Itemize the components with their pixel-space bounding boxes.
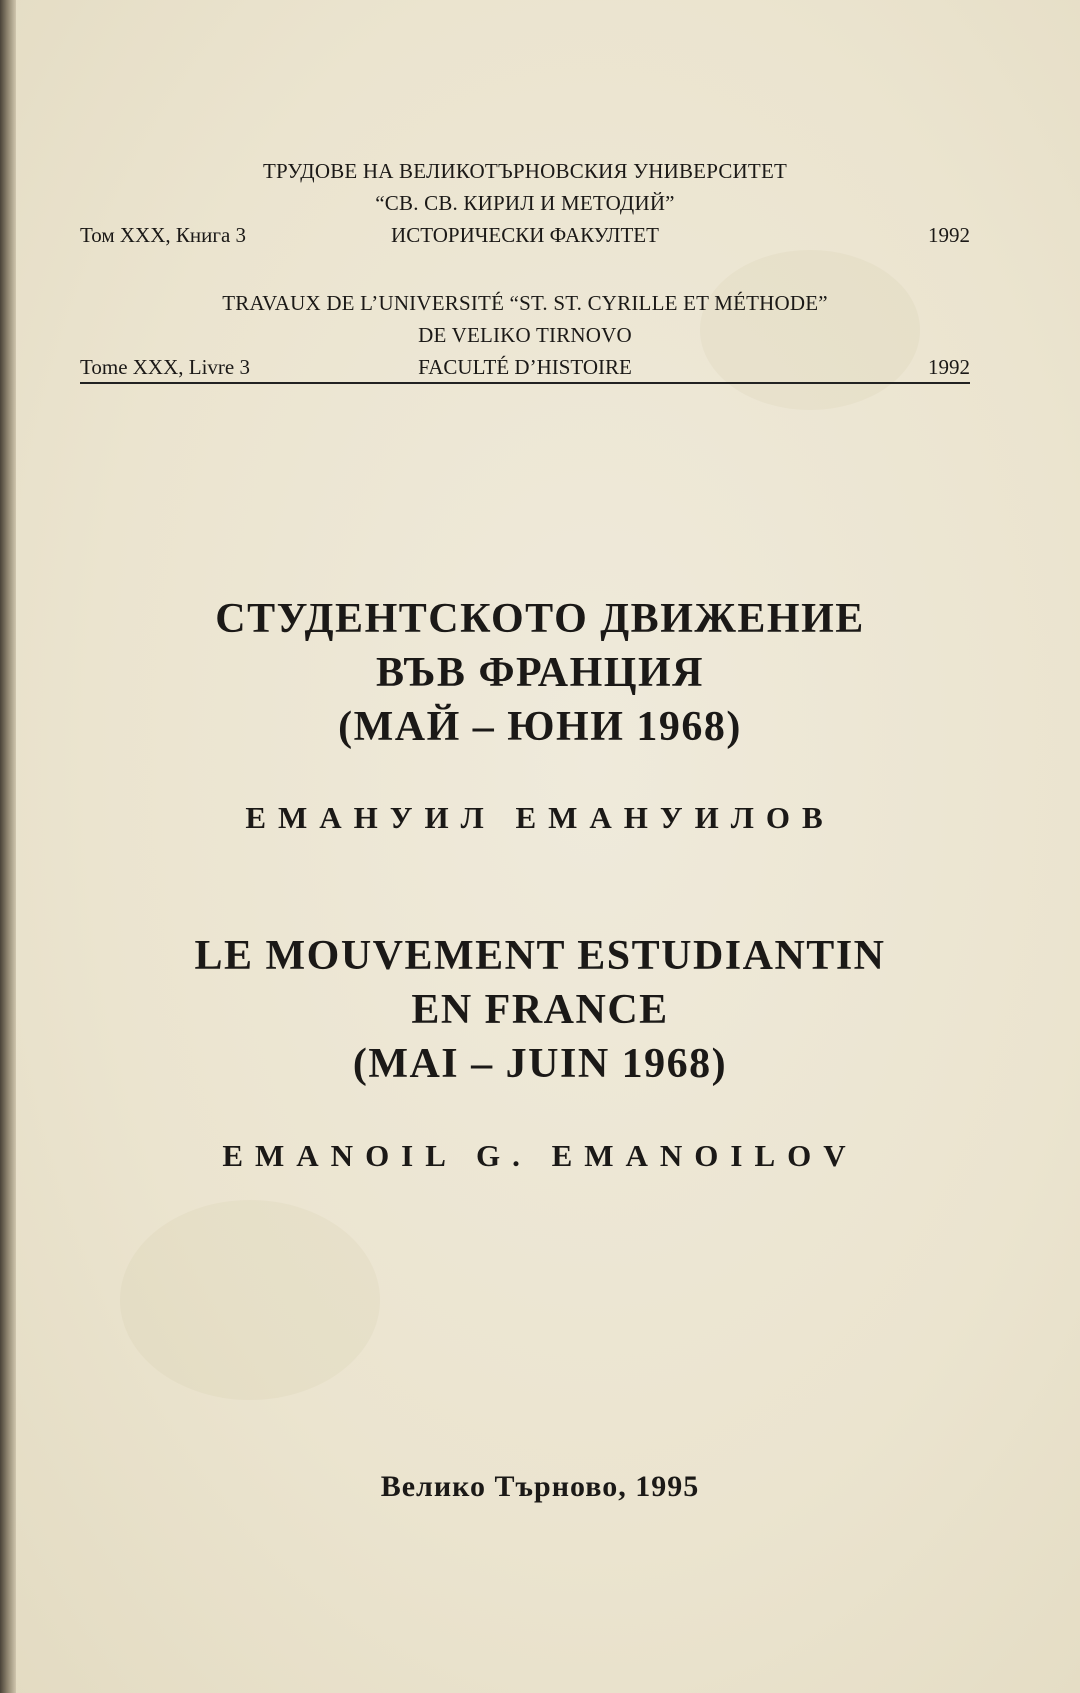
header-bg-year: 1992 xyxy=(928,223,970,247)
header-fr-volume: Tome XXX, Livre 3 xyxy=(80,355,250,379)
paper-stain xyxy=(120,1200,380,1400)
title-french xyxy=(140,929,940,1091)
title-fr-line: LE MOUVEMENT ESTUDIANTIN xyxy=(194,933,886,979)
header-bg-volume-row xyxy=(80,219,970,251)
header-divider xyxy=(80,382,970,384)
header-fr-volume-row xyxy=(80,351,970,383)
header-bulgarian xyxy=(80,155,970,251)
title-bg-line: СТУДЕНТСКОТО ДВИЖЕНИЕ xyxy=(215,596,865,642)
title-fr-line: EN FRANCE xyxy=(411,987,669,1033)
header-fr-faculty: FACULTÉ D’HISTOIRE xyxy=(418,355,632,379)
header-french xyxy=(80,287,970,383)
title-bg-line: ВЪВ ФРАНЦИЯ xyxy=(376,650,704,696)
book-binding-edge xyxy=(0,0,16,1693)
header-bg-saints-line: “СВ. СВ. КИРИЛ И МЕТОДИЙ” xyxy=(375,191,675,215)
title-fr-line: (MAI – JUIN 1968) xyxy=(352,1041,728,1087)
author-bulgarian: ЕМАНУИЛ ЕМАНУИЛОВ xyxy=(245,800,835,835)
header-bg-volume: Том XXX, Книга 3 xyxy=(80,223,247,247)
header-bg-university-line: ТРУДОВЕ НА ВЕЛИКОТЪРНОВСКИЯ УНИВЕРСИТЕТ xyxy=(262,159,788,183)
header-fr-university-line: TRAVAUX DE L’UNIVERSITÉ “ST. ST. CYRILLE ET MÉTHODE” xyxy=(222,291,828,315)
author-french: EMANOIL G. EMANOILOV xyxy=(222,1138,858,1173)
imprint-place-year: Велико Търново, 1995 xyxy=(380,1470,700,1503)
title-bg-line: (МАЙ – ЮНИ 1968) xyxy=(338,704,742,750)
header-bg-faculty: ИСТОРИЧЕСКИ ФАКУЛТЕТ xyxy=(391,223,659,247)
title-bulgarian xyxy=(140,592,940,754)
header-fr-city-line: DE VELIKO TIRNOVO xyxy=(418,323,632,347)
header-fr-year: 1992 xyxy=(928,355,970,379)
